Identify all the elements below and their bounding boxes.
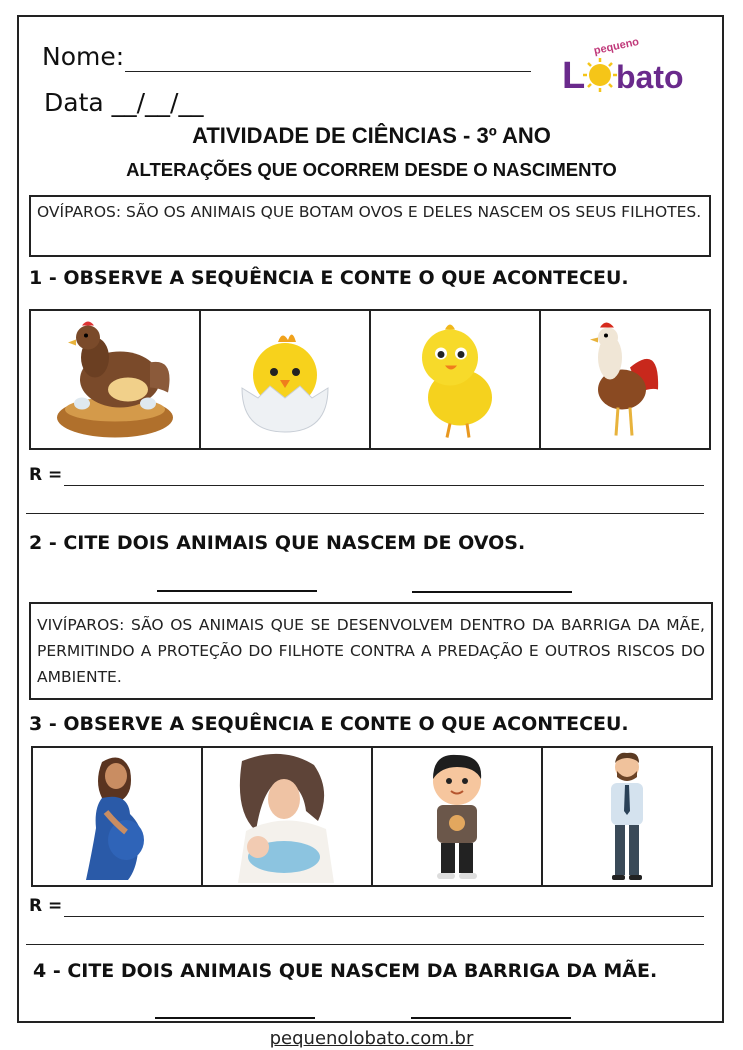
rooster-image: [541, 311, 709, 448]
question-2: 2 - CITE DOIS ANIMAIS QUE NASCEM DE OVOS.: [29, 532, 526, 554]
page-title: ATIVIDADE DE CIÊNCIAS - 3º ANO: [192, 123, 551, 148]
answer-blank-2b[interactable]: [412, 591, 572, 593]
page-subtitle: ALTERAÇÕES QUE OCORREM DESDE O NASCIMENTO: [126, 159, 617, 180]
answer-label-3: R =: [29, 896, 63, 916]
pregnant-woman-image: [33, 748, 203, 885]
answer-line-3a[interactable]: [64, 916, 704, 917]
logo: [560, 38, 700, 98]
date-label: Data __/__/__: [44, 88, 204, 117]
oviparos-definition: OVÍPAROS: SÃO OS ANIMAIS QUE BOTAM OVOS E DELES NASCEM OS SEUS FILHOTES.: [29, 195, 711, 257]
logo-small-text: pequeno: [592, 38, 641, 58]
chick-hatching-image: [201, 311, 371, 448]
answer-line-1a[interactable]: [64, 485, 704, 486]
answer-blank-2a[interactable]: [157, 590, 317, 592]
answer-line-1b[interactable]: [26, 513, 704, 514]
name-field[interactable]: [125, 71, 531, 72]
man-image: [543, 748, 711, 885]
oviparos-image-sequence: [29, 309, 711, 450]
boy-image: [373, 748, 543, 885]
mother-nursing-baby-image: [203, 748, 373, 885]
answer-blank-4b[interactable]: [411, 1017, 571, 1019]
question-3: 3 - OBSERVE A SEQUÊNCIA E CONTE O QUE ACONTECEU.: [29, 713, 629, 735]
chick-image: [371, 311, 541, 448]
question-4: 4 - CITE DOIS ANIMAIS QUE NASCEM DA BARRIGA DA MÃE.: [33, 960, 658, 982]
answer-blank-4a[interactable]: [155, 1017, 315, 1019]
viviparos-definition: VIVÍPAROS: SÃO OS ANIMAIS QUE SE DESENVOLVEM DENTRO DA BARRIGA DA MÃE, PERMITINDO A PROTEÇÃO DO FILHOTE CONTRA A PREDAÇÃO E OUTROS RISCOS DO AMBIENTE.: [29, 602, 713, 700]
hen-on-nest-image: [31, 311, 201, 448]
name-label: Nome:: [42, 42, 125, 71]
svg-text:bato: bato: [616, 59, 684, 95]
viviparos-image-sequence: [31, 746, 713, 887]
answer-line-3b[interactable]: [26, 944, 704, 945]
footer-url[interactable]: pequenolobato.com.br: [269, 1028, 474, 1049]
answer-label-1: R =: [29, 465, 63, 485]
question-1: 1 - OBSERVE A SEQUÊNCIA E CONTE O QUE ACONTECEU.: [29, 267, 629, 289]
svg-text:L: L: [562, 55, 586, 97]
